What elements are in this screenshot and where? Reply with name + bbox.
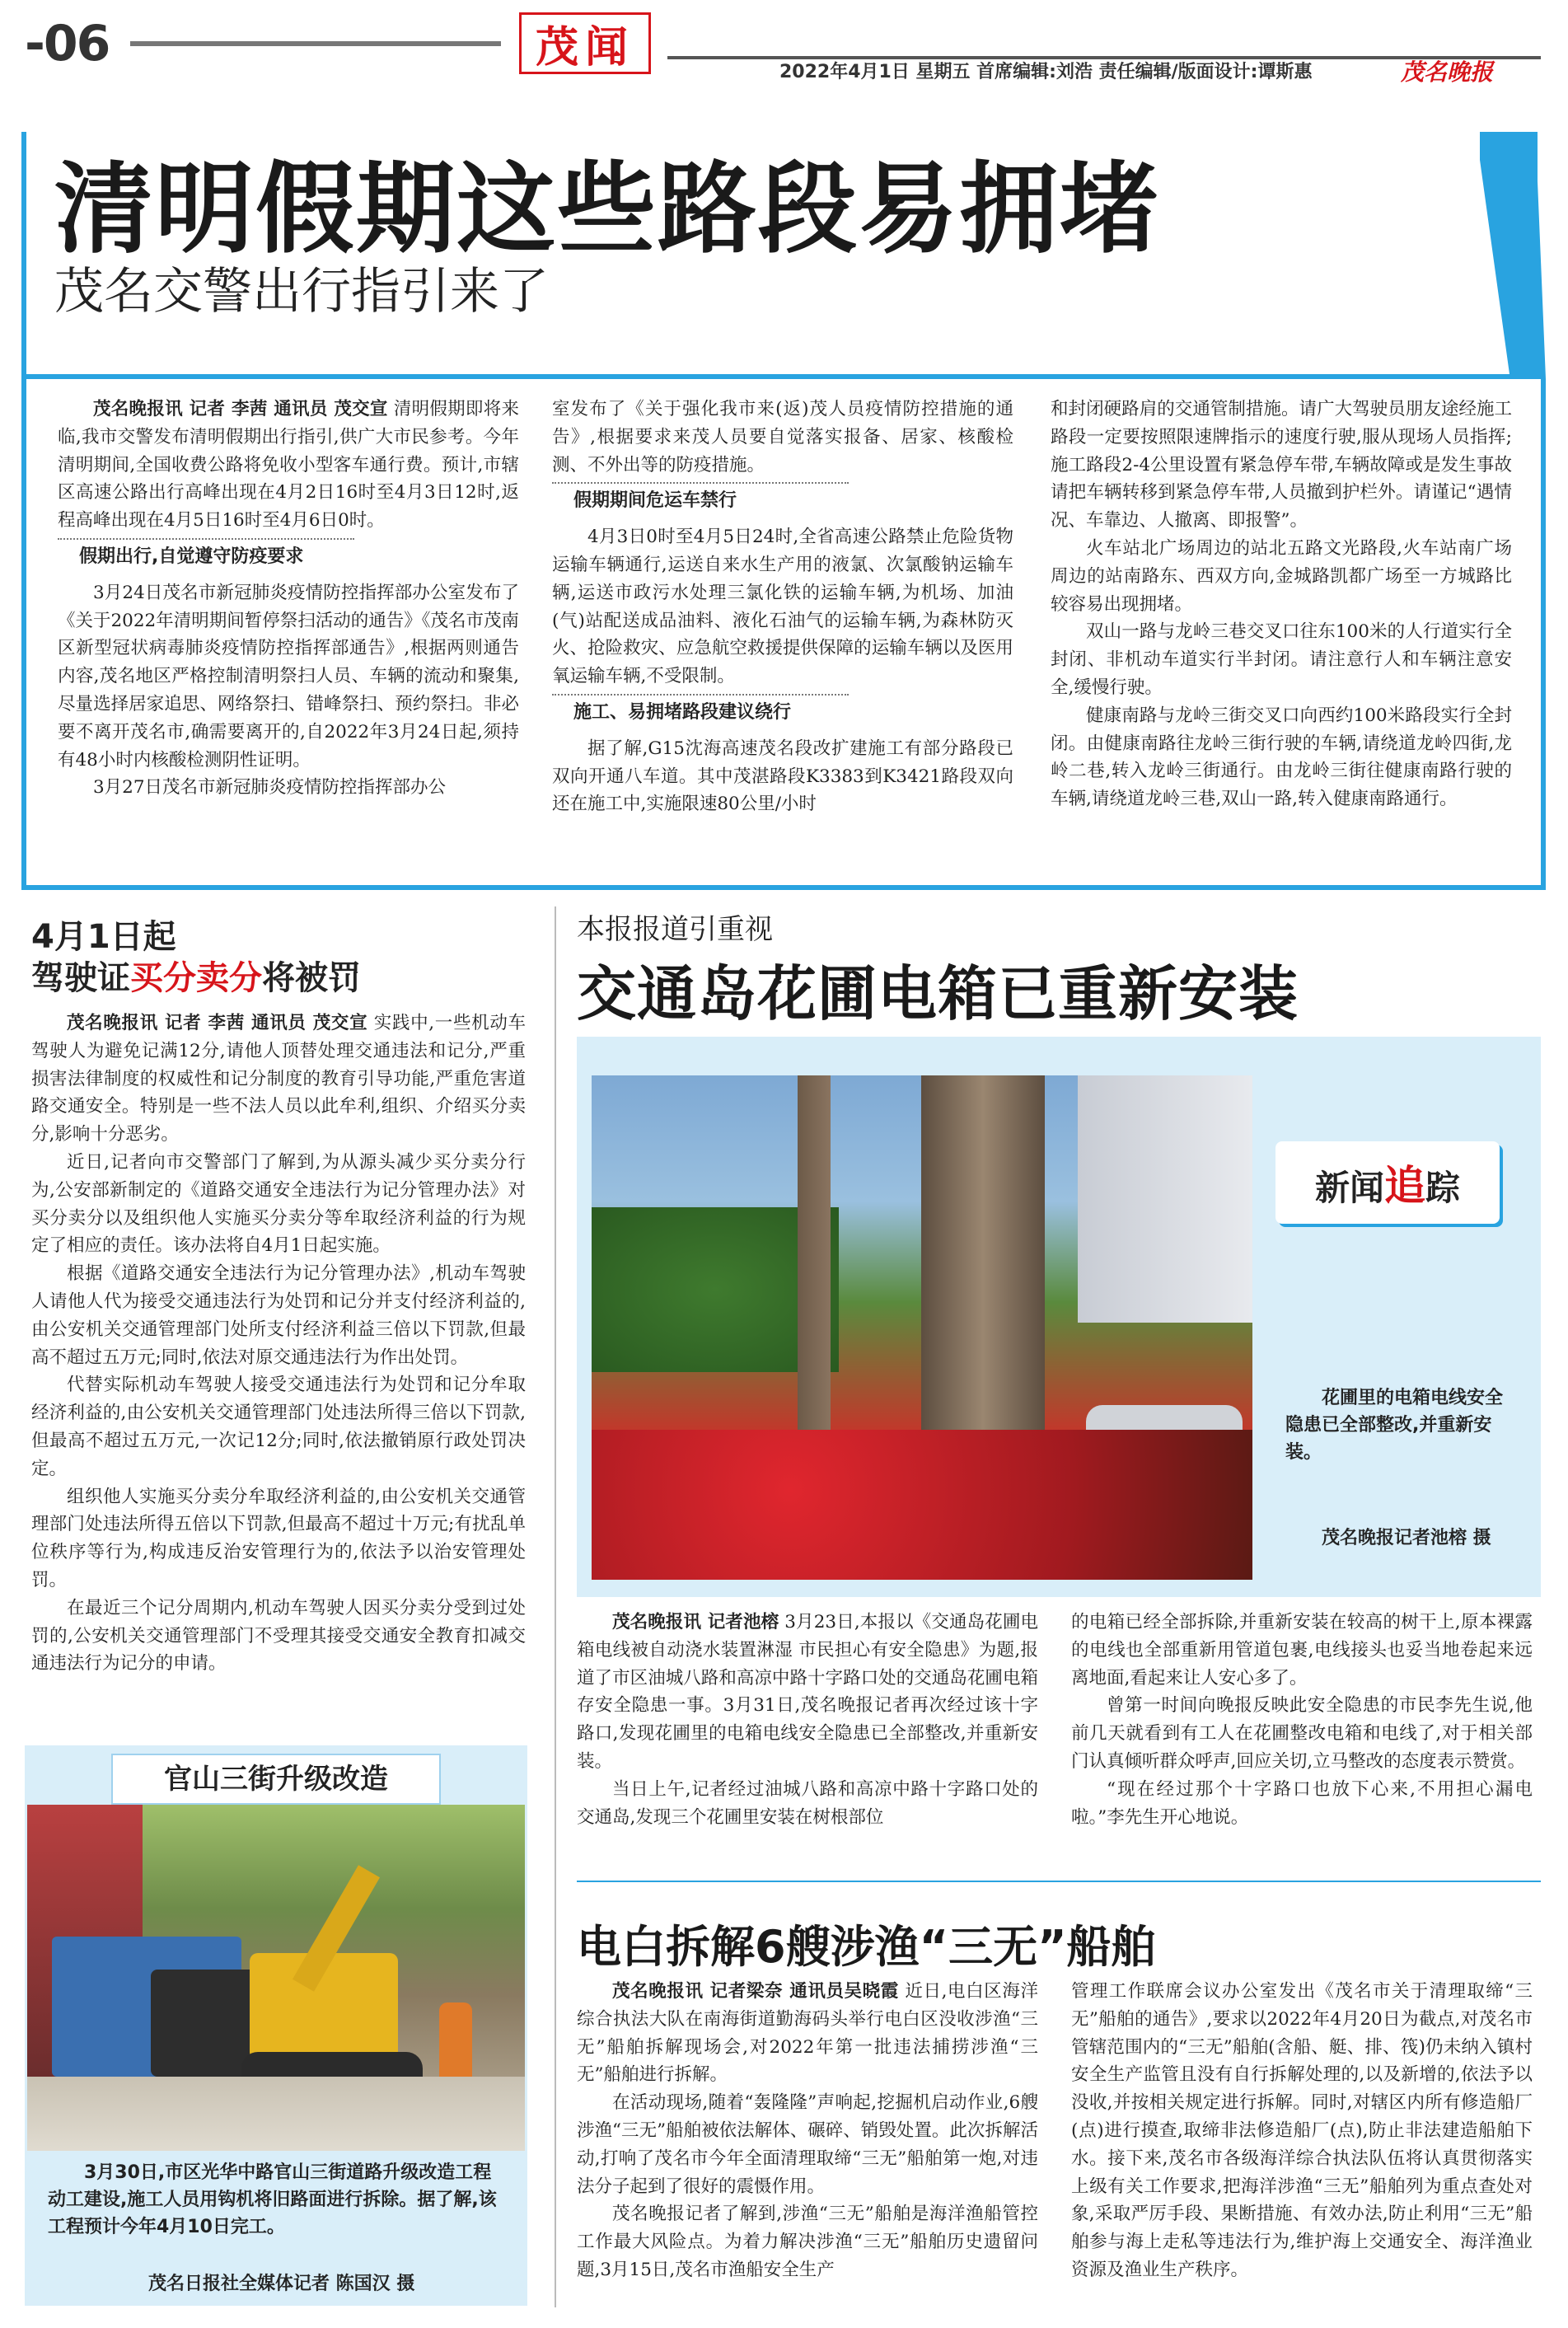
flower-bed-photo <box>592 1075 1252 1580</box>
worker <box>439 2002 472 2085</box>
headline-part-b: 将被罚 <box>262 959 361 997</box>
top-story-title: 清明假期这些路段易拥堵 <box>54 152 1160 267</box>
dateline: 2022年4月1日 星期五 首席编辑:刘浩 责任编辑/版面设计:谭斯惠 <box>779 62 1313 82</box>
rubble <box>27 2077 525 2151</box>
left-story-p1: 实践中,一些机动车驾驶人为避免记满12分,请他人顶替处理交通违法和记分,严重损害法律制度的权威性和记分制度的教育引导功能,严重危害道路交通安全。特别是一些不法人员以此牟利,组织、介绍买分卖分,影响十分恶劣。 <box>31 1013 526 1145</box>
top-story-col1-p3: 3月27日茂名市新冠肺炎疫情防控指挥部办公 <box>93 777 447 799</box>
subhead-hazmat: 假期期间危运车禁行 <box>573 487 1013 515</box>
left-story-p4: 代替实际机动车驾驶人接受交通违法行为处罚和记分牟取经济利益的,由公安机关交通管理部门处违法所得三倍以下罚款,但最高不超过五万元,一次记12分;同时,依法撤销原行政处罚决定。 <box>31 1375 526 1479</box>
center-photo-caption-text: 花圃里的电箱电线安全隐患已全部整改,并重新安装。 <box>1285 1388 1504 1463</box>
center-story-p5: “现在经过那个十字路口也放下心来,不用担心漏电啦。”李先生开心地说。 <box>1071 1778 1533 1828</box>
left-story-byline: 茂名晚报讯 记者 李茜 通讯员 茂交宣 <box>67 1013 368 1033</box>
palm-trunk-right <box>921 1075 1045 1463</box>
left-story-p2: 近日,记者向市交警部门了解到,为从源头减少买分卖分行为,公安部新制定的《道路交通安全违法行为记分管理办法》对买分卖分以及组织他人实施买分卖分等牟取经济利益的行为规定了相应的责任。该办法将自4月1日起实施。 <box>31 1151 526 1257</box>
building <box>1078 1075 1252 1323</box>
news-tracking-badge <box>1275 1141 1500 1224</box>
center-photo-credit-text: 茂名晚报记者池榕 摄 <box>1322 1528 1491 1548</box>
center-story-p1: 3月23日,本报以《交通岛花圃电箱电线被自动浇水装置淋湿 市民担心有安全隐患》为题,报道了市区油城八路和高凉中路十字路口处的交通岛花圃电箱存安全隐患一事。3月31日,茂名晚报记者再次经过该十字路口,发现花圃里的电箱电线安全隐患已全部整改,并重新安装。 <box>577 1612 1038 1772</box>
bottom-story-col2 <box>1071 1978 1533 2284</box>
bottom-story-byline: 茂名晚报讯 记者梁奈 通讯员吴晓霞 <box>612 1981 899 2002</box>
section-tag <box>519 12 651 74</box>
left-photo-caption-text: 3月30日,市区光华中路官山三街道路升级改造工程动工建设,施工人员用钩机将旧路面进行拆除。据了解,该工程预计今年4月10日完工。 <box>48 2162 497 2237</box>
headline-red: 买分卖分 <box>130 959 262 997</box>
subhead-detour: 施工、易拥堵路段建议绕行 <box>573 699 1013 727</box>
construction-photo <box>27 1805 525 2151</box>
top-story-col3-p1: 和封闭硬路肩的交通管制措施。请广大驾驶员朋友途经施工路段一定要按照限速牌指示的速度行驶,服从现场人员指挥;施工路段2-4公里设置有紧急停车带,车辆故障或是发生事故请把车辆转移到紧急停车带,人员撤到护栏外。请谨记“遇情况、车靠边、人撤离、即报警”。 <box>1051 399 1512 532</box>
page-number: -06 <box>25 15 110 73</box>
center-story-p4: 曾第一时间向晚报反映此安全隐患的市民李先生说,他前几天就看到有工人在花圃整改电箱和电线了,对于相关部门认真倾听群众呼声,回应关切,立马整改的态度表示赞赏。 <box>1071 1695 1533 1772</box>
top-story-col1-p2: 3月24日茂名市新冠肺炎疫情防控指挥部办公室发布了《关于2022年清明期间暂停祭扫活动的通告》《茂名市茂南区新型冠状病毒肺炎疫情防控指挥部通告》,根据两则通告内容,茂名地区严格控制清明祭扫人员、车辆的流动和聚集,尽量选择居家追思、网络祭扫、错峰祭扫、预约祭扫。非必要不离开茂名市,确需要离开的,自2022年3月24日起,须持有48小时内核酸检测阴性证明。 <box>58 582 519 771</box>
center-story-byline: 茂名晚报讯 记者池榕 <box>612 1612 779 1632</box>
left-photo-credit: 茂名日报社全媒体记者 陈国汉 摄 <box>148 2274 415 2294</box>
center-story-col1 <box>577 1609 1038 1831</box>
headline-part-a: 驾驶证 <box>31 959 130 997</box>
bottom-story-rule <box>577 1881 1541 1882</box>
badge-part-b: 踪 <box>1425 1168 1461 1208</box>
bottom-story-col1 <box>577 1978 1038 2284</box>
paper-logo: 茂名晚报 <box>1401 59 1494 86</box>
left-story-date: 4月1日起 <box>31 918 176 956</box>
left-story-headline <box>31 952 361 999</box>
truck-cab <box>151 1970 258 2077</box>
badge-red: 追 <box>1384 1162 1425 1210</box>
red-flowers <box>592 1430 1252 1580</box>
center-photo-credit <box>1285 1525 1516 1552</box>
top-story-col2-p2: 4月3日0时至4月5日24时,全省高速公路禁止危险货物运输车辆通行,运送自来水生产用的液氯、次氯酸钠运输车辆,运送市政污水处理三氯化铁的运输车辆,为机场、加油(气)站配送成品油料、液化石油气的运输车辆,为森林防灭火、抢险救灾、应急航空救援提供保障的运输车辆以及医用氧运输车辆,不受限制。 <box>552 527 1013 687</box>
top-story-col2-p1: 室发布了《关于强化我市来(返)茂人员疫情防控措施的通告》,根据要求来茂人员要自觉落实报备、居家、核酸检测、不外出等的防疫措施。 <box>552 399 1013 475</box>
center-headline: 交通岛花圃电箱已重新安装 <box>577 959 1299 1028</box>
center-story-col2 <box>1071 1609 1533 1831</box>
center-story-p2: 当日上午,记者经过油城八路和高凉中路十字路口处的交通岛,发现三个花圃里安装在树根部位 <box>577 1778 1038 1828</box>
top-story-col3 <box>1051 396 1512 813</box>
center-kicker: 本报报道引重视 <box>577 913 773 946</box>
bottom-story-p1: 近日,电白区海洋综合执法大队在南海街道勤海码头举行电白区没收涉渔“三无”船舶拆解现场会,对2022年第一批违法捕捞涉渔“三无”船舶进行拆解。 <box>577 1981 1038 2086</box>
left-story-body <box>31 1009 526 1678</box>
title-left-edge <box>21 132 26 379</box>
left-photo-tag: 官山三街升级改造 <box>111 1754 441 1805</box>
top-story-byline: 茂名晚报讯 记者 李茜 通讯员 茂交宣 <box>93 399 388 419</box>
badge-part-a: 新闻 <box>1314 1168 1384 1208</box>
top-story-intro: 清明假期即将来临,我市交警发布清明假期出行指引,供广大市民参考。今年清明期间,全国收费公路将免收小型客车通行费。预计,市辖区高速公路出行高峰出现在4月2日16时至4月3日12时,返程高峰出现在4月5日16时至4月6日0时。 <box>58 399 519 532</box>
top-story-subtitle: 茂名交警出行指引来了 <box>54 263 549 321</box>
bottom-story-p3: 茂名晚报记者了解到,涉渔“三无”船舶是海洋渔船管控工作最大风险点。为着力解决涉渔“三无”船舶历史遗留问题,3月15日,茂名市渔船安全生产 <box>577 2204 1038 2280</box>
center-story-p3: 的电箱已经全部拆除,并重新安装在较高的树干上,原本裸露的电线也全部重新用管道包裹,电线接头也妥当地卷起来远离地面,看起来让人安心多了。 <box>1071 1612 1533 1689</box>
top-story-col3-p3: 双山一路与龙岭三巷交叉口往东100米的人行道实行全封闭、非机动车道实行半封闭。请注意行人和车辆注意安全,缓慢行驶。 <box>1051 621 1512 698</box>
top-story-col3-p2: 火车站北广场周边的站北五路文光路段,火车站南广场周边的站南路东、西双方向,金城路凯都广场至一方城路比较容易出现拥堵。 <box>1051 537 1512 615</box>
left-column-divider <box>555 906 556 2307</box>
badge-text <box>1315 1153 1460 1212</box>
left-story-p3: 根据《道路交通安全违法行为记分管理办法》,机动车驾驶人请他人代为接受交通违法行为处罚和记分并支付经济利益的,由公安机关交通管理部门处所支付经济利益三倍以下罚款,但最高不超过五万元;同时,依法对原交通违法行为作出处罚。 <box>31 1263 526 1368</box>
center-photo-caption <box>1285 1384 1516 1466</box>
left-story-p6: 在最近三个记分周期内,机动车驾驶人因买分卖分受到过处罚的,公安机关交通管理部门不受理其接受交通安全教育扣减交通违法行为记分的申请。 <box>31 1597 526 1675</box>
left-story-p5: 组织他人实施买分卖分牟取经济利益的,由公安机关交通管理部门处违法所得五倍以下罚款,但最高不超过十万元;有扰乱单位秩序等行为,构成违反治安管理行为的,依法予以治安管理处罚。 <box>31 1486 526 1590</box>
section-name: 茂闻 <box>535 22 634 73</box>
bottom-headline: 电白拆解6艘涉渔“三无”船舶 <box>577 1921 1156 1973</box>
top-story-col3-p4: 健康南路与龙岭三街交叉口向西约100米路段实行全封闭。由健康南路往龙岭三街行驶的车辆,请绕道龙岭四街,龙岭二巷,转入龙岭三街通行。由龙岭三街往健康南路行驶的车辆,请绕道龙岭三巷,双山一路,转入健康南路通行。 <box>1051 705 1512 810</box>
bottom-story-p4: 管理工作联席会议办公室发出《茂名市关于清理取缔“三无”船舶的通告》,要求以2022年4月20日为截点,对茂名市管辖范围内的“三无”船舶(含船、艇、排、筏)仍未纳入镇村安全生产监管且没有自行拆解处理的,以及新增的,依法予以没收,并按相关规定进行拆解。同时,对辖区内所有修造船厂(点)进行摸查,取缔非法修造船厂(点),防止非法建造船舶下水。接下来,茂名市各级海洋综合执法队伍将认真贯彻落实上级有关工作要求,把海洋涉渔“三无”船舶列为重点查处对象,采取严厉手段、果断措施、有效办法,防止利用“三无”船舶参与海上走私等违法行为,维护海上交通安全、海洋渔业资源及渔业生产秩序。 <box>1071 1981 1533 2280</box>
top-story-col2 <box>552 396 1013 818</box>
left-photo-caption <box>48 2159 509 2241</box>
bottom-story-p2: 在活动现场,随着“轰隆隆”声响起,挖掘机启动作业,6艘涉渔“三无”船舶被依法解体、碾碎、销毁处置。此次拆解活动,打响了茂名市今年全面清理取缔“三无”船舶第一炮,对违法分子起到了很好的震慑作用。 <box>577 2092 1038 2197</box>
top-story-col2-p3: 据了解,G15沈海高速茂名段改扩建施工有部分路段已双向开通八车道。其中茂湛路段K3383到K3421路段双向还在施工中,实施限速80公里/小时 <box>552 738 1013 815</box>
masthead-rule-left <box>130 41 501 46</box>
subhead-epidemic: 假期出行,自觉遵守防疫要求 <box>79 543 519 571</box>
top-story-col1 <box>58 396 519 802</box>
